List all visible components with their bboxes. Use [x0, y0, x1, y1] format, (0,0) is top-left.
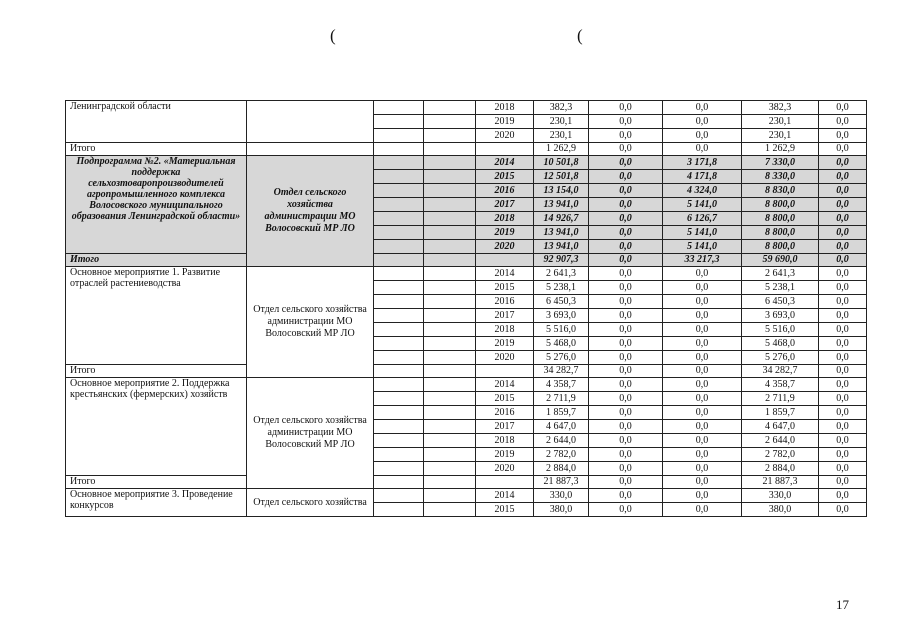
year-cell: 2015 — [476, 281, 534, 295]
empty-cell — [476, 143, 534, 156]
value-cell: 0,0 — [819, 101, 867, 115]
value-cell: 1 859,7 — [742, 406, 819, 420]
year-cell: 2018 — [476, 101, 534, 115]
value-cell: 0,0 — [819, 212, 867, 226]
year-cell: 2014 — [476, 156, 534, 170]
value-cell: 0,0 — [589, 476, 663, 489]
value-cell: 5 516,0 — [534, 323, 589, 337]
value-cell: 230,1 — [742, 129, 819, 143]
year-cell: 2018 — [476, 212, 534, 226]
value-cell: 0,0 — [663, 101, 742, 115]
value-cell: 382,3 — [742, 101, 819, 115]
value-cell: 10 501,8 — [534, 156, 589, 170]
year-cell: 2019 — [476, 337, 534, 351]
value-cell: 380,0 — [742, 503, 819, 517]
empty-cell — [424, 476, 476, 489]
empty-cell — [374, 406, 424, 420]
year-cell: 2020 — [476, 462, 534, 476]
empty-cell — [374, 143, 424, 156]
value-cell: 6 126,7 — [663, 212, 742, 226]
value-cell: 6 450,3 — [534, 295, 589, 309]
empty-cell — [374, 115, 424, 129]
value-cell: 230,1 — [534, 129, 589, 143]
value-cell: 0,0 — [589, 129, 663, 143]
empty-cell — [424, 281, 476, 295]
value-cell: 330,0 — [742, 489, 819, 503]
value-cell: 0,0 — [819, 476, 867, 489]
value-cell: 0,0 — [819, 462, 867, 476]
value-cell: 5 516,0 — [742, 323, 819, 337]
empty-cell — [424, 392, 476, 406]
empty-cell — [424, 420, 476, 434]
value-cell: 0,0 — [819, 309, 867, 323]
empty-cell — [424, 156, 476, 170]
value-cell: 5 238,1 — [742, 281, 819, 295]
value-cell: 0,0 — [663, 337, 742, 351]
year-cell: 2017 — [476, 420, 534, 434]
total-label: Итого — [66, 476, 247, 489]
value-cell: 0,0 — [819, 129, 867, 143]
value-cell: 0,0 — [819, 281, 867, 295]
value-cell: 0,0 — [663, 323, 742, 337]
empty-cell — [374, 184, 424, 198]
value-cell: 92 907,3 — [534, 254, 589, 267]
value-cell: 5 468,0 — [742, 337, 819, 351]
empty-cell — [374, 226, 424, 240]
value-cell: 5 468,0 — [534, 337, 589, 351]
value-cell: 0,0 — [589, 489, 663, 503]
empty-cell — [424, 184, 476, 198]
value-cell: 0,0 — [819, 351, 867, 365]
value-cell: 0,0 — [663, 462, 742, 476]
value-cell: 0,0 — [589, 351, 663, 365]
empty-cell — [424, 448, 476, 462]
total-row — [66, 476, 867, 489]
value-cell: 13 154,0 — [534, 184, 589, 198]
value-cell: 8 800,0 — [742, 212, 819, 226]
value-cell: 5 238,1 — [534, 281, 589, 295]
value-cell: 8 800,0 — [742, 226, 819, 240]
empty-cell — [424, 337, 476, 351]
empty-cell — [374, 378, 424, 392]
value-cell: 0,0 — [589, 462, 663, 476]
header-mark-left: ( — [330, 26, 336, 45]
value-cell: 2 711,9 — [534, 392, 589, 406]
empty-cell — [424, 434, 476, 448]
value-cell: 0,0 — [663, 267, 742, 281]
value-cell: 0,0 — [819, 489, 867, 503]
value-cell: 1 859,7 — [534, 406, 589, 420]
empty-cell — [374, 240, 424, 254]
value-cell: 0,0 — [663, 489, 742, 503]
year-cell: 2017 — [476, 198, 534, 212]
value-cell: 0,0 — [663, 420, 742, 434]
value-cell: 0,0 — [819, 420, 867, 434]
empty-cell — [424, 295, 476, 309]
value-cell: 13 941,0 — [534, 226, 589, 240]
value-cell: 0,0 — [663, 351, 742, 365]
value-cell: 0,0 — [589, 198, 663, 212]
year-cell: 2016 — [476, 406, 534, 420]
empty-cell — [374, 295, 424, 309]
department-cell — [247, 101, 374, 143]
empty-cell — [424, 170, 476, 184]
value-cell: 59 690,0 — [742, 254, 819, 267]
empty-cell — [424, 240, 476, 254]
empty-cell — [374, 198, 424, 212]
value-cell: 0,0 — [819, 448, 867, 462]
value-cell: 0,0 — [589, 170, 663, 184]
value-cell: 2 644,0 — [534, 434, 589, 448]
empty-cell — [424, 323, 476, 337]
empty-cell — [424, 489, 476, 503]
value-cell: 0,0 — [819, 156, 867, 170]
empty-cell — [374, 434, 424, 448]
value-cell: 14 926,7 — [534, 212, 589, 226]
value-cell: 0,0 — [663, 448, 742, 462]
value-cell: 0,0 — [819, 254, 867, 267]
year-cell: 2018 — [476, 434, 534, 448]
value-cell: 21 887,3 — [534, 476, 589, 489]
value-cell: 8 830,0 — [742, 184, 819, 198]
department-cell: Отдел сельского хозяйства администрации МО Волосовский МР ЛО — [247, 267, 374, 378]
value-cell: 0,0 — [589, 115, 663, 129]
total-label: Итого — [66, 143, 247, 156]
empty-cell — [374, 129, 424, 143]
value-cell: 0,0 — [819, 240, 867, 254]
value-cell: 2 884,0 — [534, 462, 589, 476]
year-cell: 2014 — [476, 267, 534, 281]
value-cell: 0,0 — [663, 392, 742, 406]
value-cell: 0,0 — [589, 295, 663, 309]
value-cell: 4 647,0 — [534, 420, 589, 434]
value-cell: 0,0 — [589, 378, 663, 392]
year-cell: 2016 — [476, 184, 534, 198]
value-cell: 3 693,0 — [742, 309, 819, 323]
empty-cell — [374, 156, 424, 170]
value-cell: 2 782,0 — [534, 448, 589, 462]
empty-cell — [424, 226, 476, 240]
value-cell: 33 217,3 — [663, 254, 742, 267]
page-number: 17 — [836, 597, 849, 612]
value-cell: 0,0 — [589, 323, 663, 337]
empty-cell — [476, 476, 534, 489]
empty-cell — [424, 254, 476, 267]
value-cell: 0,0 — [819, 267, 867, 281]
program-name-cell: Основное мероприятие 1. Развитие отраслей растениеводства — [66, 267, 247, 365]
empty-cell — [476, 365, 534, 378]
year-cell: 2014 — [476, 489, 534, 503]
value-cell: 2 711,9 — [742, 392, 819, 406]
value-cell: 3 693,0 — [534, 309, 589, 323]
value-cell: 0,0 — [663, 295, 742, 309]
value-cell: 0,0 — [663, 503, 742, 517]
value-cell: 1 262,9 — [534, 143, 589, 156]
empty-cell — [374, 462, 424, 476]
value-cell: 5 141,0 — [663, 198, 742, 212]
value-cell: 5 141,0 — [663, 240, 742, 254]
year-cell: 2018 — [476, 323, 534, 337]
value-cell: 330,0 — [534, 489, 589, 503]
empty-cell — [374, 101, 424, 115]
empty-cell — [424, 503, 476, 517]
value-cell: 0,0 — [589, 365, 663, 378]
value-cell: 0,0 — [819, 378, 867, 392]
value-cell: 6 450,3 — [742, 295, 819, 309]
value-cell: 0,0 — [819, 226, 867, 240]
value-cell: 0,0 — [819, 365, 867, 378]
value-cell: 8 800,0 — [742, 198, 819, 212]
total-row — [66, 143, 867, 156]
value-cell: 0,0 — [663, 115, 742, 129]
value-cell: 0,0 — [589, 309, 663, 323]
value-cell: 2 884,0 — [742, 462, 819, 476]
value-cell: 0,0 — [663, 309, 742, 323]
value-cell: 2 641,3 — [742, 267, 819, 281]
year-cell: 2014 — [476, 378, 534, 392]
empty-cell — [424, 365, 476, 378]
value-cell: 0,0 — [819, 115, 867, 129]
year-cell: 2015 — [476, 503, 534, 517]
value-cell: 230,1 — [742, 115, 819, 129]
value-cell: 4 324,0 — [663, 184, 742, 198]
value-cell: 0,0 — [819, 170, 867, 184]
value-cell: 2 641,3 — [534, 267, 589, 281]
empty-cell — [424, 129, 476, 143]
value-cell: 0,0 — [589, 156, 663, 170]
value-cell: 0,0 — [819, 295, 867, 309]
value-cell: 230,1 — [534, 115, 589, 129]
year-cell: 2019 — [476, 226, 534, 240]
program-name-cell: Подпрограмма №2. «Материальная поддержка сельхозтоваропроизводителей агропромышленного комплекса Волосовского муниципального образования Ленинградской области» — [66, 156, 247, 254]
empty-cell — [374, 351, 424, 365]
value-cell: 5 276,0 — [742, 351, 819, 365]
empty-cell — [424, 212, 476, 226]
value-cell: 0,0 — [663, 143, 742, 156]
empty-cell — [374, 476, 424, 489]
empty-cell — [374, 420, 424, 434]
value-cell: 4 171,8 — [663, 170, 742, 184]
total-row — [66, 254, 867, 267]
value-cell: 0,0 — [589, 337, 663, 351]
value-cell: 0,0 — [589, 226, 663, 240]
value-cell: 0,0 — [589, 254, 663, 267]
value-cell: 0,0 — [663, 378, 742, 392]
empty-cell — [424, 198, 476, 212]
year-cell: 2019 — [476, 115, 534, 129]
empty-cell — [374, 281, 424, 295]
value-cell: 5 276,0 — [534, 351, 589, 365]
department-cell: Отдел сельского хозяйства — [247, 489, 374, 517]
empty-cell — [424, 309, 476, 323]
value-cell: 0,0 — [589, 434, 663, 448]
empty-cell — [424, 351, 476, 365]
empty-cell — [424, 143, 476, 156]
empty-cell — [374, 489, 424, 503]
year-cell: 2020 — [476, 351, 534, 365]
table-row — [66, 101, 867, 115]
empty-cell — [374, 254, 424, 267]
value-cell: 0,0 — [819, 143, 867, 156]
value-cell: 34 282,7 — [742, 365, 819, 378]
value-cell: 0,0 — [589, 406, 663, 420]
empty-cell — [374, 170, 424, 184]
empty-cell — [374, 448, 424, 462]
program-name-cell: Основное мероприятие 3. Проведение конкурсов — [66, 489, 247, 517]
year-cell: 2020 — [476, 240, 534, 254]
empty-cell — [374, 365, 424, 378]
value-cell: 1 262,9 — [742, 143, 819, 156]
table-row — [66, 267, 867, 281]
empty-cell — [424, 101, 476, 115]
empty-cell — [476, 254, 534, 267]
table-row — [66, 378, 867, 392]
value-cell: 3 171,8 — [663, 156, 742, 170]
total-label: Итого — [66, 365, 247, 378]
empty-cell — [374, 323, 424, 337]
header-mark-right: ( — [577, 26, 583, 45]
table-row — [66, 489, 867, 503]
value-cell: 0,0 — [819, 184, 867, 198]
value-cell: 380,0 — [534, 503, 589, 517]
table-row — [66, 156, 867, 170]
value-cell: 0,0 — [589, 503, 663, 517]
value-cell: 0,0 — [819, 406, 867, 420]
department-cell: Отдел сельского хозяйства администрации МО Волосовский МР ЛО — [247, 378, 374, 489]
value-cell: 34 282,7 — [534, 365, 589, 378]
empty-cell — [374, 392, 424, 406]
empty-cell — [374, 337, 424, 351]
value-cell: 0,0 — [589, 267, 663, 281]
value-cell: 13 941,0 — [534, 198, 589, 212]
value-cell: 12 501,8 — [534, 170, 589, 184]
empty-cell — [374, 212, 424, 226]
value-cell: 0,0 — [589, 101, 663, 115]
empty-cell — [424, 406, 476, 420]
value-cell: 4 358,7 — [534, 378, 589, 392]
value-cell: 0,0 — [589, 143, 663, 156]
value-cell: 13 941,0 — [534, 240, 589, 254]
year-cell: 2015 — [476, 170, 534, 184]
value-cell: 0,0 — [819, 198, 867, 212]
value-cell: 0,0 — [589, 212, 663, 226]
value-cell: 0,0 — [819, 392, 867, 406]
empty-cell — [424, 378, 476, 392]
empty-cell — [247, 143, 374, 156]
value-cell: 0,0 — [589, 281, 663, 295]
value-cell: 0,0 — [663, 365, 742, 378]
year-cell: 2015 — [476, 392, 534, 406]
year-cell: 2020 — [476, 129, 534, 143]
total-row — [66, 365, 867, 378]
financing-table — [65, 100, 867, 517]
total-label: Итого — [66, 254, 247, 267]
value-cell: 0,0 — [663, 406, 742, 420]
value-cell: 4 647,0 — [742, 420, 819, 434]
value-cell: 0,0 — [589, 448, 663, 462]
program-name-cell: Основное мероприятие 2. Поддержка крестьянских (фермерских) хозяйств — [66, 378, 247, 476]
value-cell: 0,0 — [819, 434, 867, 448]
empty-cell — [424, 115, 476, 129]
year-cell: 2019 — [476, 448, 534, 462]
value-cell: 0,0 — [663, 434, 742, 448]
program-name-cell: Ленинградской области — [66, 101, 247, 143]
empty-cell — [374, 503, 424, 517]
value-cell: 0,0 — [819, 323, 867, 337]
value-cell: 8 800,0 — [742, 240, 819, 254]
value-cell: 2 782,0 — [742, 448, 819, 462]
value-cell: 0,0 — [589, 240, 663, 254]
empty-cell — [374, 267, 424, 281]
value-cell: 0,0 — [819, 503, 867, 517]
value-cell: 0,0 — [819, 337, 867, 351]
year-cell: 2016 — [476, 295, 534, 309]
value-cell: 0,0 — [663, 129, 742, 143]
value-cell: 4 358,7 — [742, 378, 819, 392]
value-cell: 0,0 — [663, 476, 742, 489]
department-cell: Отдел сельского хозяйства администрации МО Волосовский МР ЛО — [247, 156, 374, 267]
value-cell: 5 141,0 — [663, 226, 742, 240]
value-cell: 21 887,3 — [742, 476, 819, 489]
value-cell: 0,0 — [589, 184, 663, 198]
year-cell: 2017 — [476, 309, 534, 323]
empty-cell — [374, 309, 424, 323]
value-cell: 0,0 — [589, 392, 663, 406]
value-cell: 2 644,0 — [742, 434, 819, 448]
value-cell: 0,0 — [589, 420, 663, 434]
value-cell: 7 330,0 — [742, 156, 819, 170]
value-cell: 8 330,0 — [742, 170, 819, 184]
value-cell: 382,3 — [534, 101, 589, 115]
empty-cell — [424, 462, 476, 476]
value-cell: 0,0 — [663, 281, 742, 295]
empty-cell — [424, 267, 476, 281]
